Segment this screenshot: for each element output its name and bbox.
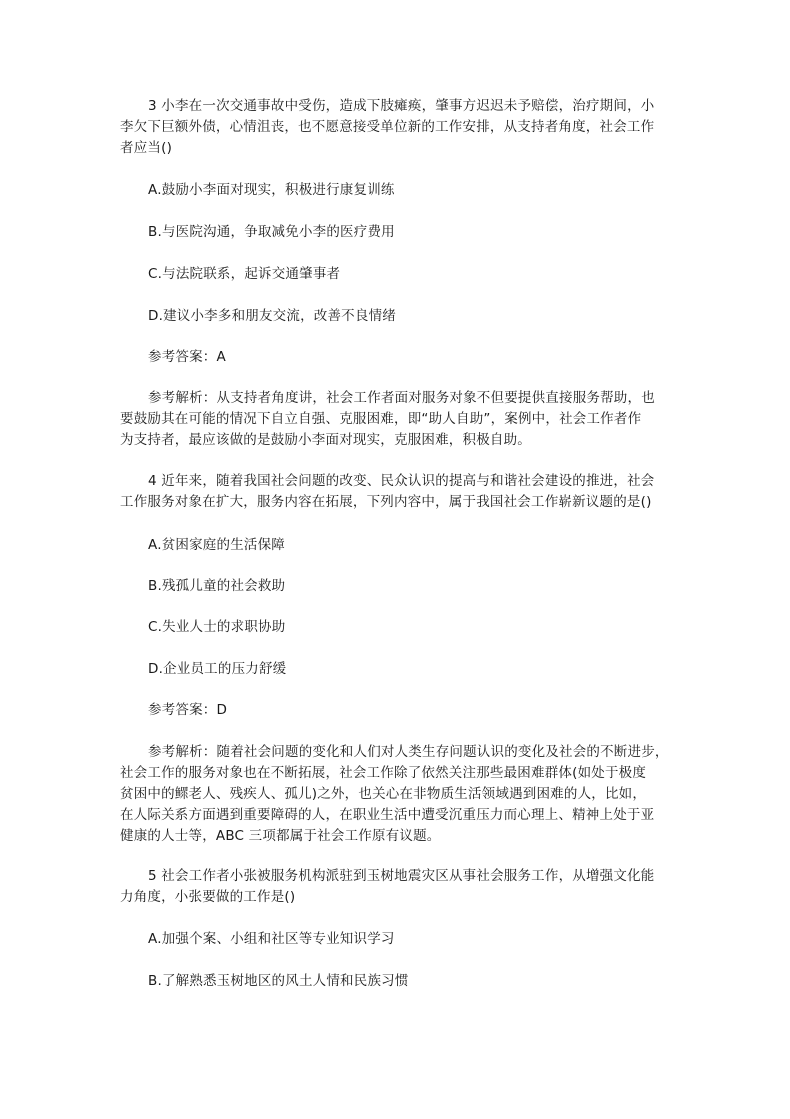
analysis-line: 社会工作的服务对象也在不断拓展，社会工作除了依然关注那些最困难群体(如处于极度 bbox=[120, 765, 647, 781]
question-3-option-a: A.鼓励小李面对现实，积极进行康复训练 bbox=[148, 182, 395, 198]
question-5-option-b: B.了解熟悉玉树地区的风土人情和民族习惯 bbox=[148, 973, 409, 989]
question-5-option-a: A.加强个案、小组和社区等专业知识学习 bbox=[148, 931, 395, 947]
question-4-option-c: C.失业人士的求职协助 bbox=[148, 619, 286, 635]
stem-line: 李欠下巨额外债，心情沮丧，也不愿意接受单位新的工作安排，从支持者角度，社会工作 bbox=[120, 119, 655, 135]
question-5-stem bbox=[120, 866, 680, 908]
question-3-analysis bbox=[120, 388, 680, 451]
stem-line: 3 小李在一次交通事故中受伤，造成下肢瘫痪，肇事方迟迟未予赔偿，治疗期间，小 bbox=[148, 98, 655, 114]
question-4-answer: 参考答案：D bbox=[148, 702, 228, 718]
question-4-option-d: D.企业员工的压力舒缓 bbox=[148, 661, 287, 677]
analysis-line: 参考解析：随着社会问题的变化和人们对人类生存问题认识的变化及社会的不断进步， bbox=[148, 744, 669, 760]
stem-line: 5 社会工作者小张被服务机构派驻到玉树地震灾区从事社会服务工作，从增强文化能 bbox=[148, 868, 655, 884]
analysis-line: 贫困中的鳏老人、残疾人、孤儿)之外，也关心在非物质生活领域遇到困难的人，比如， bbox=[120, 786, 647, 802]
question-3-option-c: C.与法院联系，起诉交通肇事者 bbox=[148, 266, 341, 282]
analysis-line: 要鼓励其在可能的情况下自立自强、克服困难，即“助人自助”，案例中，社会工作者作 bbox=[120, 411, 642, 427]
question-4-option-b: B.残孤儿童的社会救助 bbox=[148, 578, 286, 594]
analysis-line: 在人际关系方面遇到重要障碍的人，在职业生活中遭受沉重压力而心理上、精神上处于亚 bbox=[120, 807, 655, 823]
stem-line: 4 近年来，随着我国社会问题的改变、民众认识的提高与和谐社会建设的推进，社会 bbox=[148, 473, 655, 489]
stem-line: 者应当() bbox=[120, 140, 173, 156]
analysis-line: 参考解析：从支持者角度讲，社会工作者面对服务对象不但要提供直接服务帮助，也 bbox=[148, 390, 655, 406]
question-4-option-a: A.贫困家庭的生活保障 bbox=[148, 537, 285, 553]
question-3-option-d: D.建议小李多和朋友交流，改善不良情绪 bbox=[148, 308, 396, 324]
stem-line: 工作服务对象在扩大，服务内容在拓展，下列内容中，属于我国社会工作崭新议题的是() bbox=[120, 494, 652, 510]
question-3-option-b: B.与医院沟通，争取减免小李的医疗费用 bbox=[148, 224, 395, 240]
question-3-stem bbox=[120, 96, 680, 159]
analysis-line: 为支持者，最应该做的是鼓励小李面对现实，克服困难，积极自助。 bbox=[120, 432, 531, 448]
stem-line: 力角度，小张要做的工作是() bbox=[120, 889, 296, 905]
question-3-answer: 参考答案：A bbox=[148, 349, 226, 365]
question-4-analysis bbox=[120, 742, 680, 847]
analysis-line: 健康的人士等，ABC 三项都属于社会工作原有议题。 bbox=[120, 828, 441, 844]
question-4-stem bbox=[120, 471, 680, 513]
